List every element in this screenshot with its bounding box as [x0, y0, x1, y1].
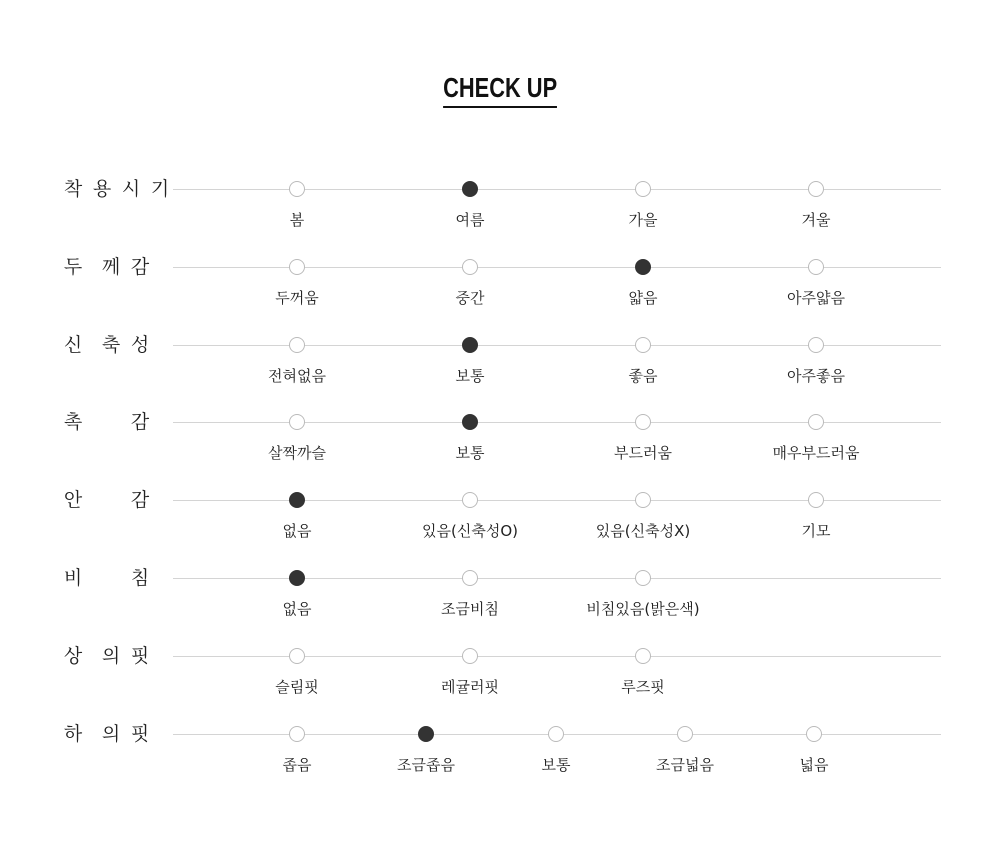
radio-dot[interactable] — [635, 570, 651, 586]
radio-dot-selected[interactable] — [462, 337, 478, 353]
checkup-row-5: 안 감 없음 있음(신축성O) 있음(신축성X) 기모 — [0, 500, 1000, 560]
checkup-row-7: 상 의 핏 슬림핏 레귤러핏 루즈핏 — [0, 656, 1000, 716]
option-label: 있음(신축성X) — [595, 522, 691, 540]
radio-dot-selected[interactable] — [635, 259, 651, 275]
radio-dot[interactable] — [635, 648, 651, 664]
checkup-row-2: 두 께 감 두꺼움 중간 얇음 아주얇음 — [0, 267, 1000, 327]
option-label: 얇음 — [628, 289, 658, 307]
checkup-title-wrap — [0, 72, 1000, 108]
option-label: 겨울 — [801, 211, 831, 229]
radio-dot[interactable] — [808, 181, 824, 197]
checkup-row-3: 신 축 성 전혀없음 보통 좋음 아주좋음 — [0, 345, 1000, 405]
radio-dot[interactable] — [462, 570, 478, 586]
radio-dot[interactable] — [289, 414, 305, 430]
option-label: 아주얇음 — [787, 289, 845, 307]
option-label: 살짝까슬 — [268, 444, 326, 462]
radio-dot[interactable] — [462, 259, 478, 275]
radio-dot[interactable] — [808, 259, 824, 275]
radio-dot[interactable] — [289, 337, 305, 353]
radio-dot-selected[interactable] — [418, 726, 434, 742]
option-label: 전혀없음 — [268, 367, 326, 385]
checkup-row-4: 촉 감 살짝까슬 보통 부드러움 매우부드러움 — [0, 422, 1000, 482]
radio-dot-selected[interactable] — [289, 492, 305, 508]
option-label: 비침있음(밝은색) — [586, 600, 700, 618]
option-label: 여름 — [455, 211, 485, 229]
radio-dot[interactable] — [462, 648, 478, 664]
radio-dot[interactable] — [677, 726, 693, 742]
option-label: 좁음 — [282, 756, 312, 774]
option-label: 중간 — [455, 289, 485, 307]
option-label: 있음(신축성O) — [422, 522, 518, 540]
checkup-row-6: 비 침 없음 조금비침 비침있음(밝은색) — [0, 578, 1000, 638]
option-label: 없음 — [282, 522, 312, 540]
option-label: 루즈핏 — [621, 678, 665, 696]
option-label: 슬림핏 — [275, 678, 319, 696]
option-label: 부드러움 — [614, 444, 672, 462]
radio-dot[interactable] — [808, 492, 824, 508]
option-label: 두꺼움 — [275, 289, 319, 307]
option-label: 보통 — [455, 367, 485, 385]
radio-dot[interactable] — [635, 337, 651, 353]
option-label: 아주좋음 — [787, 367, 845, 385]
option-label: 보통 — [455, 444, 485, 462]
option-label: 가을 — [628, 211, 658, 229]
radio-dot-selected[interactable] — [462, 181, 478, 197]
radio-dot[interactable] — [806, 726, 822, 742]
option-label: 기모 — [801, 522, 831, 540]
radio-dot[interactable] — [808, 414, 824, 430]
radio-dot[interactable] — [635, 414, 651, 430]
checkup-row-1: 착 용 시 기 봄 여름 가을 겨울 — [0, 189, 1000, 249]
option-label: 없음 — [282, 600, 312, 618]
radio-dot[interactable] — [635, 181, 651, 197]
option-label: 좋음 — [628, 367, 658, 385]
radio-dot-selected[interactable] — [462, 414, 478, 430]
radio-dot[interactable] — [808, 337, 824, 353]
radio-dot[interactable] — [289, 259, 305, 275]
option-label: 보통 — [541, 756, 571, 774]
checkup-row-8: 하 의 핏 좁음 조금좁음 보통 조금넓음 넓음 — [0, 734, 1000, 794]
radio-dot-selected[interactable] — [289, 570, 305, 586]
radio-dot[interactable] — [635, 492, 651, 508]
option-label: 레귤러핏 — [441, 678, 499, 696]
radio-dot[interactable] — [289, 181, 305, 197]
radio-dot[interactable] — [462, 492, 478, 508]
radio-dot[interactable] — [289, 726, 305, 742]
option-label: 조금좁음 — [397, 756, 455, 774]
option-label: 조금비침 — [441, 600, 499, 618]
option-label: 넓음 — [799, 756, 829, 774]
radio-dot[interactable] — [548, 726, 564, 742]
option-label: 봄 — [289, 211, 305, 229]
option-label: 조금넓음 — [656, 756, 714, 774]
radio-dot[interactable] — [289, 648, 305, 664]
page-title: CHECK UP — [443, 72, 557, 108]
option-label: 매우부드러움 — [772, 444, 860, 462]
